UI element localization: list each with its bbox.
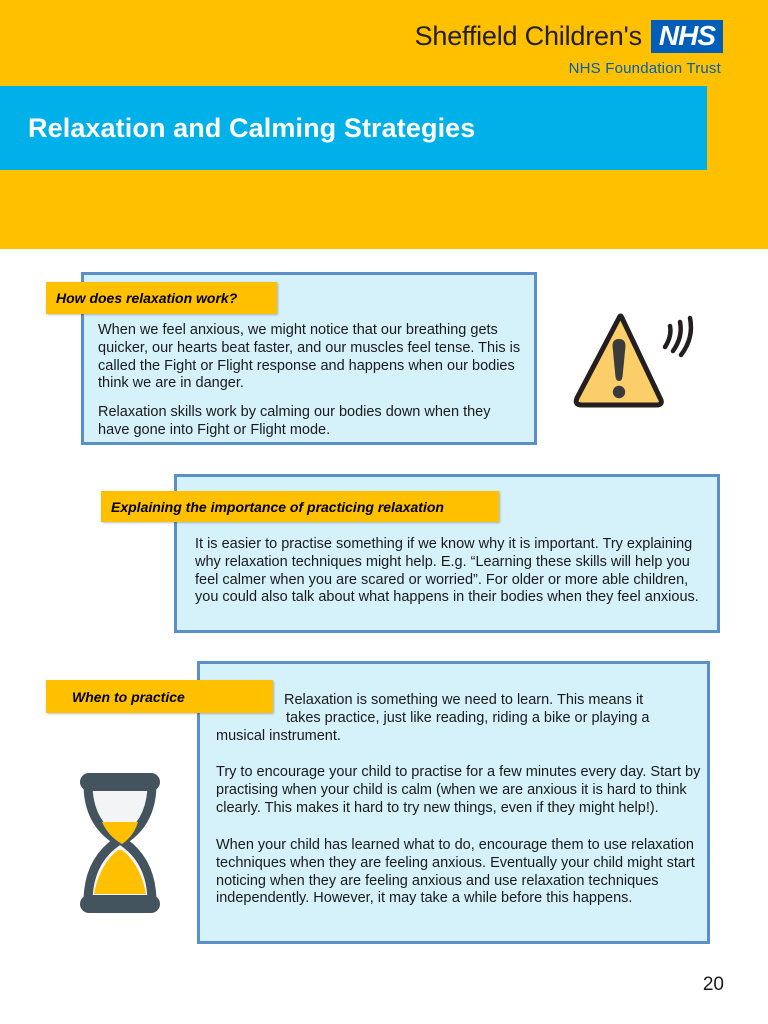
trust-name: Sheffield Children's bbox=[414, 21, 642, 51]
page-number: 20 bbox=[702, 974, 724, 995]
paragraph-lead bbox=[216, 692, 702, 745]
nhs-subtitle: NHS Foundation Trust bbox=[568, 60, 721, 77]
section-body-2 bbox=[195, 536, 711, 607]
nhs-badge-icon: NHS bbox=[651, 20, 723, 53]
paragraph: Relaxation skills work by calming our bodies down when they have gone into Fight or Flight mode. bbox=[98, 404, 491, 439]
nhs-logo-primary-line bbox=[415, 20, 723, 53]
paragraph: Try to encourage your child to practise for a few minutes every day. Start by practising when your child is calm (when we are anxious it is hard to think clearly. This makes it hard to try new things, even if they might help!). bbox=[216, 764, 701, 817]
warning-triangle-icon bbox=[567, 306, 697, 411]
hourglass-icon bbox=[72, 768, 168, 918]
lead-line-2: takes practice, just like reading, riding a bike or playing a bbox=[286, 709, 650, 726]
section-tag-1: How does relaxation work? bbox=[46, 282, 277, 314]
section-tag-3: When to practice bbox=[46, 680, 273, 713]
lead-line-1: Relaxation is something we need to learn. This means it bbox=[284, 692, 644, 708]
paragraph: It is easier to practise something if we know why it is important. Try explaining why relaxation techniques might help. E.g. “Learning these skills will help you feel calmer when you are scared or worried”. For older or more able children, you could also talk about what happens in their bodies when they feel anxious. bbox=[195, 536, 699, 606]
page-title-bar bbox=[0, 86, 707, 170]
nhs-logo bbox=[415, 20, 723, 76]
lead-line-3: musical instrument. bbox=[216, 727, 341, 744]
page-title: Relaxation and Calming Strategies bbox=[28, 112, 476, 143]
section-tag-2: Explaining the importance of practicing relaxation bbox=[101, 491, 499, 522]
paragraph: When your child has learned what to do, encourage them to use relaxation techniques when they are feeling anxious. Eventually your child might start noticing when they are feeling anxious and use relaxation techniques independently. However, it may take a while before this happens. bbox=[216, 836, 695, 907]
paragraph: When we feel anxious, we might notice that our breathing gets quicker, our hearts beat faster, and our muscles feel tense. This is called the Fight or Flight response and happens when our bodies think we are in danger. bbox=[98, 322, 521, 392]
section-body-3 bbox=[216, 692, 702, 927]
section-body-1 bbox=[98, 322, 522, 440]
